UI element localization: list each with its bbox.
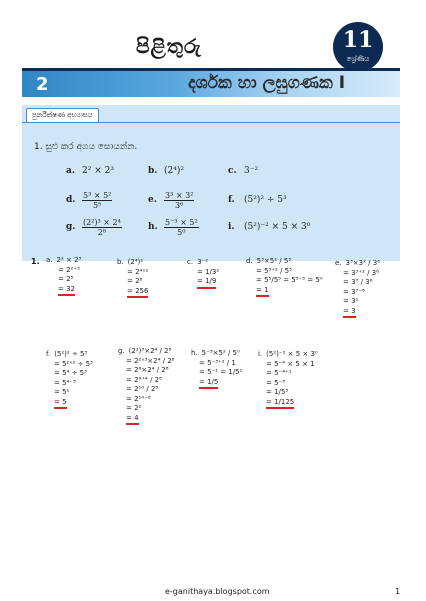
exercise-expression xyxy=(164,218,199,237)
chapter-number: 2 xyxy=(36,74,49,95)
solution-a xyxy=(46,256,81,296)
solution-step: = 5⁻¹ = 1/5¹ xyxy=(199,368,243,376)
solution-step: = 5⁵/5⁵ = 5⁵⁻⁵ = 5⁰ xyxy=(256,276,323,284)
solution-step: = 2²ˣ³×2⁴ / 2⁸ xyxy=(126,356,175,365)
solution-step: = 5⁻³ xyxy=(266,378,286,387)
solution-answer: = 256 xyxy=(127,287,148,299)
exercise-label: e. xyxy=(148,195,157,205)
exercise-expression: 3⁻² xyxy=(244,166,259,176)
solution-e xyxy=(335,259,380,318)
exercise-label: a. xyxy=(66,166,75,176)
exercise-expression xyxy=(164,191,194,210)
solution-step: (5²)² ÷ 5³ xyxy=(54,350,88,358)
solution-step: = 5⁴ ÷ 5³ xyxy=(54,369,87,377)
solution-answer: = 3 xyxy=(343,307,356,319)
solution-f xyxy=(46,350,93,409)
exercise-label: d. xyxy=(66,195,76,205)
solution-step: = 5³⁺² / 5⁵ xyxy=(256,266,292,275)
fraction: $\frac{\text{5⁻³ × 5²}}{\text{5⁰}}$ xyxy=(165,218,198,237)
solution-step: 5³×5² / 5⁵ xyxy=(256,257,292,265)
solution-step: = 2⁶⁺⁴ / 2⁸ xyxy=(126,375,162,384)
solution-label: h. xyxy=(191,349,198,357)
solution-step: = 2²⁺³ xyxy=(58,265,80,274)
solution-b xyxy=(117,258,148,298)
solution-step: = 2⁶×2⁴ / 2⁸ xyxy=(126,366,169,374)
solution-label: e. xyxy=(335,259,342,267)
solution-step: = 5⁴⁻³ xyxy=(54,378,76,387)
revision-exercise-box xyxy=(22,105,400,261)
solution-answer: = 1/9 xyxy=(197,277,216,289)
solution-answer: = 1/125 xyxy=(266,398,294,410)
solution-step: = 3⁷⁻⁶ xyxy=(343,287,365,296)
solution-g xyxy=(118,347,174,425)
exercise-label: b. xyxy=(148,166,158,176)
exercise-expression: (5²)² ÷ 5³ xyxy=(244,195,287,205)
solution-step: = 3⁷ / 3⁶ xyxy=(343,278,373,286)
solution-step: = 2¹⁰⁻⁸ xyxy=(126,394,151,403)
solution-label: c. xyxy=(187,258,194,266)
solution-answer: = 1 xyxy=(256,286,269,298)
exercise-label: i. xyxy=(228,222,235,232)
exercise-expression: (5²)⁻² × 5 × 3⁰ xyxy=(244,222,311,232)
exercise-expression: (2⁴)² xyxy=(164,166,184,176)
solution-step: (2²)³×2⁴ / 2⁸ xyxy=(128,347,172,355)
solution-answer: = 4 xyxy=(126,414,139,426)
grade-label: ශ්‍රේණිය xyxy=(346,55,370,63)
solution-step: (5²)⁻² × 5 × 3⁰ xyxy=(266,350,318,358)
solution-answer: = 1/5 xyxy=(199,378,218,390)
solution-label: b. xyxy=(117,258,124,266)
solution-step: = 1/3² xyxy=(197,267,220,276)
footer-url: e-ganithaya.blogspot.com xyxy=(165,587,270,596)
solution-step: 3³×3² / 3⁶ xyxy=(345,259,380,267)
solution-label: g. xyxy=(118,347,125,355)
solution-answer: = 32 xyxy=(58,285,75,297)
solution-label: d. xyxy=(246,257,253,265)
solution-step: = 2¹⁰ / 2⁸ xyxy=(126,385,159,393)
solution-step: (2⁴)² xyxy=(127,258,144,266)
chapter-title: දර්ශක හා ලඝුගණක I xyxy=(188,73,346,93)
solution-d xyxy=(246,257,323,297)
exercise-label: f. xyxy=(228,195,235,205)
solution-step: = 3¹ xyxy=(343,297,359,305)
solution-step: = 2⁵ xyxy=(58,275,74,283)
solution-step: = 3³⁺² / 3⁶ xyxy=(343,268,379,277)
solution-step: = 2⁴ˣ² xyxy=(127,267,149,276)
solution-step: = 2⁸ xyxy=(127,277,143,285)
solution-step: = 5⁻⁴ × 5 × 1 xyxy=(266,359,315,368)
exercise-label: g. xyxy=(66,222,76,232)
solution-i xyxy=(258,350,318,409)
revision-question: 1. සුළු කර අගය සොයන්න. xyxy=(34,142,138,152)
solution-step: = 5¹ xyxy=(54,388,70,396)
revision-tag: පුනරීක්ෂණ අභ්‍යාසය xyxy=(26,108,99,123)
solutions-number: 1. xyxy=(31,257,40,266)
solution-step: = 1/5³ xyxy=(266,388,289,396)
grade-number: 11 xyxy=(342,27,374,53)
solution-step: = 5²ˣ² ÷ 5³ xyxy=(54,359,93,368)
solution-step: 2² × 2³ xyxy=(56,256,82,264)
revision-divider xyxy=(22,122,400,123)
solution-step: = 5⁻³⁺² / 1 xyxy=(199,358,236,367)
answers-title: පිළිතුරු xyxy=(136,34,202,58)
exercise-expression: 2² × 2³ xyxy=(82,166,114,176)
solution-c xyxy=(187,258,219,289)
exercise-label: h. xyxy=(148,222,158,232)
fraction: $\frac{\text{3³ × 3²}}{\text{3⁶}}$ xyxy=(165,191,194,210)
fraction: $\frac{\text{(2²)³ × 2⁴}}{\text{2⁸}}$ xyxy=(83,218,121,237)
exercise-label: c. xyxy=(228,166,237,176)
solution-answer: = 5 xyxy=(54,398,67,410)
solution-label: f. xyxy=(46,350,51,358)
fraction: $\frac{\text{5³ × 5²}}{\text{5⁵}}$ xyxy=(83,191,112,210)
exercise-expression xyxy=(82,191,112,210)
solution-label: i. xyxy=(258,350,263,358)
solution-step: = 5⁻⁴⁺¹ xyxy=(266,369,292,377)
grade-badge xyxy=(333,22,383,72)
solution-step: = 2² xyxy=(126,404,142,412)
solution-label: a. xyxy=(46,256,53,264)
exercise-expression xyxy=(82,218,122,237)
page-number: 1 xyxy=(395,587,401,596)
solution-step: 5⁻³×5² / 5⁰ xyxy=(201,349,240,357)
solution-step: 3⁻² xyxy=(197,258,209,266)
solution-h xyxy=(191,349,242,389)
